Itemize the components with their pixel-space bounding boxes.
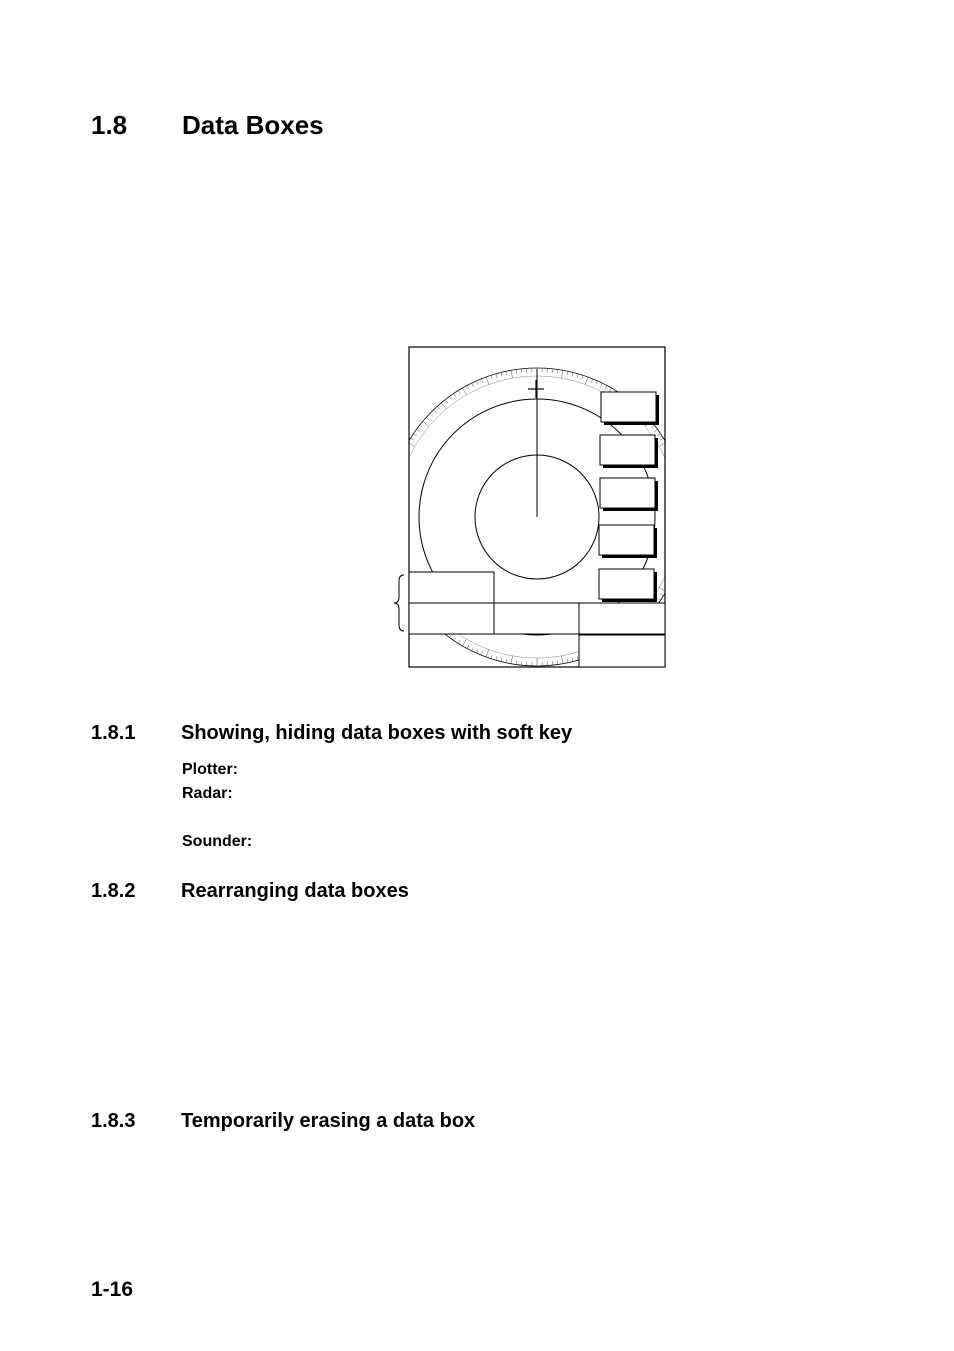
bearing-tick bbox=[501, 372, 502, 376]
data-box-lower-left bbox=[409, 603, 494, 634]
bearing-tick bbox=[511, 370, 512, 378]
bearing-tick bbox=[467, 385, 469, 389]
bearing-tick bbox=[390, 496, 393, 497]
bearing-tick bbox=[390, 542, 398, 543]
bearing-tick bbox=[516, 661, 517, 665]
bearing-tick bbox=[676, 557, 680, 558]
bearing-tick bbox=[423, 421, 429, 426]
subsection-number-1: 1.8.1 bbox=[91, 722, 136, 744]
radar-display-illustration bbox=[390, 340, 680, 675]
label-radar: Radar: bbox=[182, 785, 233, 802]
bearing-tick bbox=[458, 640, 460, 643]
bearing-tick bbox=[399, 571, 403, 573]
bearing-tick bbox=[392, 481, 396, 482]
page-number: 1-16 bbox=[91, 1278, 134, 1301]
bearing-tick bbox=[397, 565, 405, 568]
bearing-tick bbox=[454, 394, 456, 397]
bearing-tick bbox=[506, 371, 507, 375]
subsection-title-2: Rearranging data boxes bbox=[181, 880, 409, 902]
bearing-tick bbox=[657, 598, 660, 600]
data-box-lower-center bbox=[494, 603, 579, 634]
bearing-tick bbox=[441, 403, 446, 409]
bearing-tick bbox=[557, 661, 558, 665]
soft-key-3 bbox=[600, 478, 658, 511]
data-box-bottom-right bbox=[579, 635, 665, 667]
bearing-tick bbox=[577, 374, 578, 378]
bearing-tick bbox=[391, 486, 395, 487]
bearing-tick bbox=[395, 562, 399, 563]
bearing-tick bbox=[395, 471, 399, 472]
bearing-tick bbox=[401, 576, 405, 578]
bearing-tick bbox=[679, 547, 680, 548]
bearing-tick bbox=[449, 397, 451, 400]
section-number: 1.8 bbox=[91, 110, 128, 140]
bearing-tick bbox=[657, 434, 660, 436]
subsection-number-2: 1.8.2 bbox=[91, 880, 136, 902]
bearing-tick bbox=[414, 434, 417, 436]
label-plotter: Plotter: bbox=[182, 761, 238, 778]
bearing-tick bbox=[670, 466, 678, 469]
subsection-title-3: Temporarily erasing a data box bbox=[181, 1110, 476, 1132]
bearing-tick bbox=[476, 381, 478, 385]
bearing-tick bbox=[667, 581, 671, 583]
bearing-tick bbox=[670, 456, 674, 458]
bearing-tick bbox=[501, 658, 502, 662]
bearing-tick bbox=[491, 375, 492, 379]
bearing-tick bbox=[596, 381, 598, 385]
bearing-tick bbox=[585, 377, 588, 385]
bearing-tick bbox=[676, 476, 680, 477]
bearing-tick bbox=[678, 552, 680, 553]
bearing-tick bbox=[667, 452, 671, 454]
bearing-tick bbox=[605, 385, 607, 389]
bearing-tick bbox=[678, 481, 680, 482]
bearing-tick bbox=[567, 659, 568, 663]
bearing-tick bbox=[671, 461, 675, 463]
bearing-tick bbox=[562, 370, 563, 378]
data-box-brace bbox=[394, 575, 404, 631]
bearing-tick bbox=[577, 656, 578, 660]
bearing-tick bbox=[660, 438, 663, 440]
bearing-tick bbox=[675, 562, 679, 563]
bearing-tick bbox=[572, 372, 573, 376]
bearing-tick bbox=[582, 375, 583, 379]
label-sounder: Sounder: bbox=[182, 833, 253, 850]
bearing-tick bbox=[567, 371, 568, 375]
bearing-tick bbox=[390, 537, 393, 538]
bearing-tick bbox=[679, 486, 680, 487]
cursor-cross-icon bbox=[528, 380, 544, 398]
bearing-tick bbox=[511, 656, 512, 664]
bearing-tick bbox=[426, 417, 429, 420]
bearing-tick bbox=[437, 406, 440, 409]
bearing-tick bbox=[472, 383, 474, 387]
soft-key-1 bbox=[601, 392, 659, 425]
bearing-tick bbox=[463, 639, 467, 646]
bearing-tick bbox=[572, 658, 573, 662]
bearing-tick bbox=[675, 471, 679, 472]
bearing-tick bbox=[420, 425, 423, 427]
soft-key-2 bbox=[600, 435, 658, 468]
bearing-tick bbox=[481, 651, 483, 655]
bearing-tick bbox=[670, 576, 674, 578]
bearing-tick bbox=[601, 383, 603, 387]
soft-key-4 bbox=[599, 525, 657, 558]
bearing-tick bbox=[491, 655, 492, 659]
bearing-tick bbox=[417, 429, 420, 431]
bearing-tick bbox=[449, 634, 451, 637]
bearing-tick bbox=[676, 491, 680, 492]
bearing-tick bbox=[434, 410, 437, 413]
bearing-tick bbox=[430, 414, 433, 417]
bearing-tick bbox=[496, 374, 497, 378]
bearing-tick bbox=[496, 656, 497, 660]
bearing-tick bbox=[397, 466, 405, 469]
bearing-tick bbox=[445, 400, 447, 403]
bearing-tick bbox=[403, 581, 407, 583]
bearing-tick bbox=[401, 456, 405, 458]
bearing-tick bbox=[557, 370, 558, 374]
data-box-upper-left bbox=[409, 572, 494, 603]
bearing-tick bbox=[472, 647, 474, 651]
bearing-tick bbox=[671, 571, 675, 573]
bearing-tick bbox=[394, 476, 398, 477]
subsection-number-3: 1.8.3 bbox=[91, 1110, 136, 1132]
data-box-lower-right bbox=[579, 603, 665, 634]
bearing-tick bbox=[481, 379, 483, 383]
section-title: Data Boxes bbox=[182, 110, 324, 140]
bearing-tick bbox=[391, 547, 395, 548]
bearing-tick bbox=[676, 542, 680, 543]
bearing-tick bbox=[476, 650, 478, 654]
subsection-title-1: Showing, hiding data boxes with soft key bbox=[181, 722, 573, 744]
bearing-tick bbox=[591, 379, 593, 383]
bearing-tick bbox=[506, 659, 507, 663]
bearing-tick bbox=[403, 452, 407, 454]
bearing-tick bbox=[654, 429, 657, 431]
bearing-tick bbox=[486, 650, 489, 658]
bearing-tick bbox=[390, 491, 398, 492]
bearing-tick bbox=[394, 557, 398, 558]
bearing-tick bbox=[516, 370, 517, 374]
bearing-tick bbox=[399, 461, 403, 463]
bearing-tick bbox=[411, 438, 414, 440]
bearing-tick bbox=[392, 552, 396, 553]
bearing-tick bbox=[467, 645, 469, 649]
soft-key-5 bbox=[599, 569, 657, 602]
bearing-tick bbox=[463, 388, 467, 395]
bearing-tick bbox=[562, 656, 563, 664]
bearing-tick bbox=[486, 377, 489, 385]
bearing-tick bbox=[670, 565, 678, 568]
bearing-tick bbox=[458, 391, 460, 394]
bearing-tick bbox=[651, 425, 654, 427]
bearing-tick bbox=[454, 637, 456, 640]
bearing-tick bbox=[660, 594, 663, 596]
